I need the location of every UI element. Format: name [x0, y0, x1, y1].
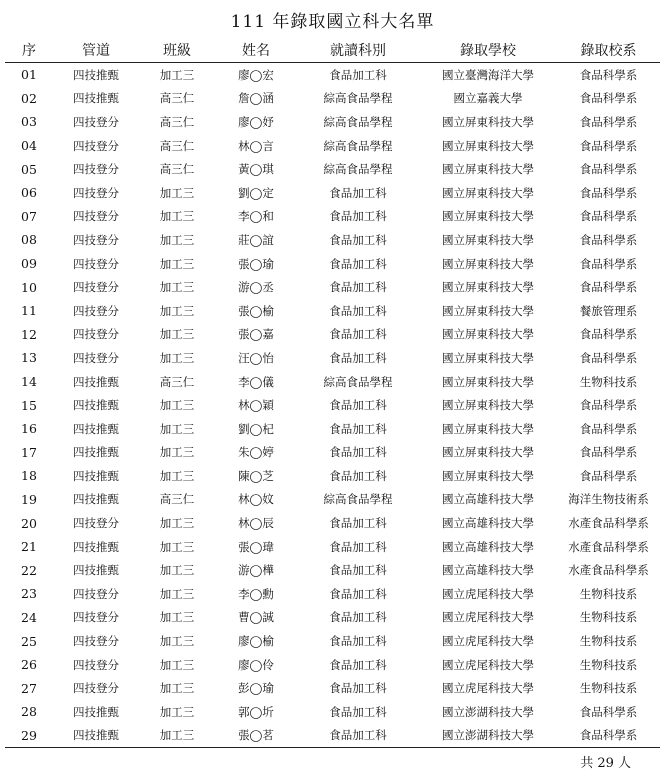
col-header-name: 姓名 [215, 38, 297, 63]
cell-school: 國立臺灣海洋大學 [442, 67, 534, 82]
cell-channel: 四技登分 [73, 209, 119, 224]
cell-class: 加工三 [159, 634, 195, 649]
cell-channel: 四技登分 [73, 232, 119, 247]
cell-name: 廖◯妤 [238, 114, 274, 129]
cell-index: 23 [21, 586, 37, 602]
cell-department: 生物科技系 [579, 610, 638, 625]
cell-index: 22 [21, 562, 37, 578]
cell-name: 張◯茗 [215, 724, 297, 748]
cell-class: 加工三 [159, 657, 195, 672]
table-row [5, 134, 660, 158]
cell-class: 高三仁 [159, 374, 195, 389]
cell-department: 食品科學系 [579, 421, 638, 436]
cell-class: 加工三 [159, 303, 195, 318]
cell-department: 水產食品科學系 [568, 516, 649, 531]
table-row [5, 441, 660, 465]
cell-class: 加工三 [159, 327, 195, 342]
cell-program: 食品加工科 [329, 610, 387, 625]
cell-name: 張◯瑜 [238, 256, 274, 271]
cell-department: 食品科學系 [579, 67, 638, 82]
cell-index: 17 [21, 444, 37, 460]
cell-department: 食品科學系 [579, 91, 638, 106]
cell-school: 國立屏東科技大學 [442, 209, 534, 224]
cell-school: 國立澎湖科技大學 [419, 724, 557, 748]
cell-name: 彭◯瑜 [238, 681, 274, 696]
cell-index: 07 [21, 208, 37, 224]
cell-school: 國立高雄科技大學 [442, 539, 534, 554]
page-title: 111 年錄取國立科大名單 [230, 12, 435, 32]
cell-class: 加工三 [159, 704, 195, 719]
cell-program: 食品加工科 [329, 185, 387, 200]
cell-program: 綜高食品學程 [323, 492, 393, 507]
cell-class: 加工三 [159, 209, 195, 224]
cell-department: 生物科技系 [579, 634, 638, 649]
cell-school: 國立屏東科技大學 [442, 468, 534, 483]
cell-index: 14 [21, 374, 37, 390]
cell-name: 李◯和 [238, 209, 274, 224]
cell-department: 餐旅管理系 [579, 303, 638, 318]
cell-channel: 四技推甄 [73, 398, 119, 413]
cell-school: 國立屏東科技大學 [442, 350, 534, 365]
cell-school: 國立屏東科技大學 [442, 398, 534, 413]
cell-name: 陳◯芝 [238, 468, 274, 483]
cell-department: 水產食品科學系 [568, 563, 649, 578]
cell-channel: 四技推甄 [73, 421, 119, 436]
cell-department: 食品科學系 [579, 232, 638, 247]
table-row [5, 299, 660, 323]
cell-channel: 四技推甄 [73, 374, 119, 389]
cell-department: 食品科學系 [579, 209, 638, 224]
table-body [5, 63, 660, 748]
col-header-index: 序 [5, 38, 53, 63]
cell-name: 黃◯琪 [238, 162, 274, 177]
table-row [5, 63, 660, 87]
table-row [5, 417, 660, 441]
cell-name: 廖◯宏 [238, 67, 274, 82]
table-row [5, 110, 660, 134]
table-row [5, 323, 660, 347]
cell-index: 06 [21, 185, 37, 201]
cell-program: 食品加工科 [329, 350, 387, 365]
cell-program: 食品加工科 [329, 256, 387, 271]
cell-school: 國立澎湖科技大學 [442, 704, 534, 719]
cell-index: 18 [21, 468, 37, 484]
cell-index: 28 [21, 704, 37, 720]
cell-school: 國立虎尾科技大學 [442, 586, 534, 601]
table-row [5, 370, 660, 394]
cell-class: 加工三 [159, 398, 195, 413]
cell-department: 食品科學系 [579, 114, 638, 129]
cell-class: 加工三 [159, 539, 195, 554]
cell-class: 加工三 [159, 445, 195, 460]
cell-program: 食品加工科 [329, 327, 387, 342]
col-header-school: 錄取學校 [419, 38, 557, 63]
cell-program: 食品加工科 [329, 586, 387, 601]
cell-class: 加工三 [159, 681, 195, 696]
admission-table [5, 38, 660, 748]
cell-name: 李◯勳 [238, 586, 274, 601]
cell-channel: 四技登分 [73, 350, 119, 365]
cell-department: 生物科技系 [579, 374, 638, 389]
cell-department: 海洋生物技術系 [568, 492, 649, 507]
cell-program: 食品加工科 [329, 657, 387, 672]
cell-school: 國立虎尾科技大學 [442, 634, 534, 649]
cell-class: 高三仁 [159, 138, 195, 153]
cell-school: 國立虎尾科技大學 [442, 681, 534, 696]
cell-school: 國立屏東科技大學 [442, 185, 534, 200]
cell-class: 加工三 [159, 610, 195, 625]
cell-index: 12 [21, 326, 37, 342]
table-row [5, 488, 660, 512]
cell-program: 食品加工科 [329, 421, 387, 436]
cell-class: 加工三 [159, 256, 195, 271]
cell-index: 20 [21, 515, 37, 531]
cell-index: 19 [21, 491, 37, 507]
cell-department: 生物科技系 [579, 586, 638, 601]
table-header-row [5, 38, 660, 63]
col-header-class: 班級 [139, 38, 215, 63]
cell-index: 26 [21, 657, 37, 673]
cell-index: 21 [21, 539, 37, 555]
cell-class: 加工三 [139, 724, 215, 748]
cell-channel: 四技登分 [73, 610, 119, 625]
cell-channel: 四技登分 [73, 327, 119, 342]
table-row [5, 87, 660, 111]
table-row [5, 464, 660, 488]
cell-department: 生物科技系 [579, 657, 638, 672]
cell-channel: 四技登分 [73, 138, 119, 153]
cell-index: 15 [21, 397, 37, 413]
col-header-program: 就讀科別 [297, 38, 419, 63]
cell-department: 生物科技系 [579, 681, 638, 696]
cell-program: 食品加工科 [329, 634, 387, 649]
cell-channel: 四技登分 [73, 681, 119, 696]
cell-name: 李◯儀 [238, 374, 274, 389]
cell-channel: 四技推甄 [73, 539, 119, 554]
cell-channel: 四技推甄 [73, 67, 119, 82]
cell-index: 24 [21, 609, 37, 625]
cell-department: 食品科學系 [579, 162, 638, 177]
cell-department: 食品科學系 [579, 350, 638, 365]
cell-channel: 四技登分 [73, 657, 119, 672]
cell-program: 食品加工科 [329, 681, 387, 696]
cell-name: 曹◯誠 [238, 610, 274, 625]
cell-department: 食品科學系 [579, 185, 638, 200]
table-row [5, 252, 660, 276]
cell-channel: 四技推甄 [53, 724, 139, 748]
cell-program: 食品加工科 [329, 280, 387, 295]
cell-department: 食品科學系 [579, 398, 638, 413]
cell-channel: 四技登分 [73, 586, 119, 601]
cell-class: 加工三 [159, 350, 195, 365]
cell-class: 加工三 [159, 67, 195, 82]
cell-program: 綜高食品學程 [323, 374, 393, 389]
cell-school: 國立高雄科技大學 [442, 492, 534, 507]
cell-name: 林◯穎 [238, 398, 274, 413]
cell-program: 食品加工科 [329, 468, 387, 483]
cell-program: 綜高食品學程 [323, 162, 393, 177]
cell-school: 國立屏東科技大學 [442, 256, 534, 271]
total-count: 共 29 人 [580, 756, 631, 771]
cell-channel: 四技推甄 [73, 563, 119, 578]
cell-school: 國立屏東科技大學 [442, 327, 534, 342]
cell-class: 加工三 [159, 280, 195, 295]
cell-channel: 四技登分 [73, 634, 119, 649]
table-row [5, 700, 660, 724]
cell-name: 朱◯婷 [238, 445, 274, 460]
cell-channel: 四技登分 [73, 185, 119, 200]
cell-index: 09 [21, 256, 37, 272]
cell-index: 04 [21, 138, 37, 154]
cell-name: 林◯言 [238, 138, 274, 153]
cell-program: 綜高食品學程 [323, 91, 393, 106]
cell-school: 國立屏東科技大學 [442, 421, 534, 436]
cell-channel: 四技推甄 [73, 445, 119, 460]
cell-program: 食品加工科 [329, 398, 387, 413]
cell-index: 25 [21, 633, 37, 649]
table-row [5, 228, 660, 252]
cell-school: 國立屏東科技大學 [442, 374, 534, 389]
cell-index: 27 [21, 680, 37, 696]
cell-class: 加工三 [159, 586, 195, 601]
cell-class: 加工三 [159, 468, 195, 483]
cell-class: 加工三 [159, 421, 195, 436]
table-row [5, 346, 660, 370]
cell-class: 加工三 [159, 516, 195, 531]
table-row [5, 535, 660, 559]
cell-school: 國立屏東科技大學 [442, 114, 534, 129]
cell-name: 游◯樺 [238, 563, 274, 578]
col-header-department: 錄取校系 [557, 38, 660, 63]
cell-name: 林◯辰 [238, 516, 274, 531]
cell-index: 10 [21, 279, 37, 295]
cell-name: 廖◯伶 [238, 657, 274, 672]
cell-department: 食品科學系 [579, 280, 638, 295]
cell-channel: 四技推甄 [73, 91, 119, 106]
col-header-channel: 管道 [53, 38, 139, 63]
cell-school: 國立高雄科技大學 [442, 563, 534, 578]
cell-department: 食品科學系 [579, 468, 638, 483]
cell-index: 08 [21, 232, 37, 248]
table-row [5, 511, 660, 535]
cell-school: 國立虎尾科技大學 [442, 610, 534, 625]
cell-school: 國立虎尾科技大學 [442, 657, 534, 672]
cell-department: 食品科學系 [579, 445, 638, 460]
cell-program: 食品加工科 [329, 303, 387, 318]
cell-class: 高三仁 [159, 91, 195, 106]
cell-program: 食品加工科 [329, 67, 387, 82]
cell-index: 03 [21, 114, 37, 130]
cell-name: 張◯嘉 [238, 327, 274, 342]
cell-name: 汪◯怡 [238, 350, 274, 365]
cell-class: 加工三 [159, 232, 195, 247]
cell-name: 廖◯榆 [238, 634, 274, 649]
cell-index: 05 [21, 161, 37, 177]
cell-channel: 四技登分 [73, 256, 119, 271]
cell-class: 加工三 [159, 185, 195, 200]
cell-program: 食品加工科 [329, 563, 387, 578]
cell-program: 綜高食品學程 [323, 114, 393, 129]
cell-index: 11 [21, 303, 37, 319]
cell-department: 食品科學系 [579, 138, 638, 153]
cell-program: 食品加工科 [329, 209, 387, 224]
cell-department: 食品科學系 [557, 724, 660, 748]
cell-index: 16 [21, 421, 37, 437]
cell-index: 13 [21, 350, 37, 366]
cell-channel: 四技登分 [73, 114, 119, 129]
table-row [5, 676, 660, 700]
cell-name: 游◯丞 [238, 280, 274, 295]
cell-program: 食品加工科 [329, 539, 387, 554]
cell-department: 食品科學系 [579, 256, 638, 271]
cell-channel: 四技推甄 [73, 492, 119, 507]
cell-school: 國立屏東科技大學 [442, 303, 534, 318]
cell-index: 02 [21, 90, 37, 106]
cell-program: 食品加工科 [329, 704, 387, 719]
cell-class: 高三仁 [159, 162, 195, 177]
table-row [5, 275, 660, 299]
cell-name: 莊◯誼 [238, 232, 274, 247]
cell-school: 國立嘉義大學 [453, 91, 523, 106]
table-row [5, 181, 660, 205]
cell-channel: 四技推甄 [73, 704, 119, 719]
cell-school: 國立屏東科技大學 [442, 138, 534, 153]
table-row [5, 558, 660, 582]
cell-name: 林◯妏 [238, 492, 274, 507]
table-row [5, 393, 660, 417]
table-row [5, 205, 660, 229]
cell-class: 高三仁 [159, 492, 195, 507]
cell-department: 食品科學系 [579, 327, 638, 342]
cell-program: 綜高食品學程 [323, 138, 393, 153]
cell-index: 29 [5, 724, 53, 748]
table-row [5, 724, 660, 748]
cell-school: 國立屏東科技大學 [442, 280, 534, 295]
table-row [5, 629, 660, 653]
cell-channel: 四技登分 [73, 516, 119, 531]
table-row [5, 606, 660, 630]
cell-school: 國立屏東科技大學 [442, 445, 534, 460]
cell-channel: 四技登分 [73, 303, 119, 318]
cell-name: 張◯榆 [238, 303, 274, 318]
cell-program: 食品加工科 [329, 516, 387, 531]
cell-class: 高三仁 [159, 114, 195, 129]
cell-program: 食品加工科 [297, 724, 419, 748]
cell-name: 劉◯定 [238, 185, 274, 200]
cell-class: 加工三 [159, 563, 195, 578]
cell-channel: 四技登分 [73, 280, 119, 295]
cell-program: 食品加工科 [329, 232, 387, 247]
cell-school: 國立高雄科技大學 [442, 516, 534, 531]
cell-channel: 四技登分 [73, 162, 119, 177]
cell-name: 詹◯涵 [238, 91, 274, 106]
cell-department: 食品科學系 [579, 704, 638, 719]
table-row [5, 653, 660, 677]
cell-school: 國立屏東科技大學 [442, 232, 534, 247]
table-row [5, 157, 660, 181]
table-row [5, 582, 660, 606]
cell-name: 郭◯圻 [238, 704, 274, 719]
cell-program: 食品加工科 [329, 445, 387, 460]
cell-channel: 四技推甄 [73, 468, 119, 483]
cell-department: 水產食品科學系 [568, 539, 649, 554]
cell-name: 劉◯杞 [238, 421, 274, 436]
cell-school: 國立屏東科技大學 [442, 162, 534, 177]
cell-index: 01 [21, 67, 37, 83]
cell-name: 張◯瑋 [238, 539, 274, 554]
